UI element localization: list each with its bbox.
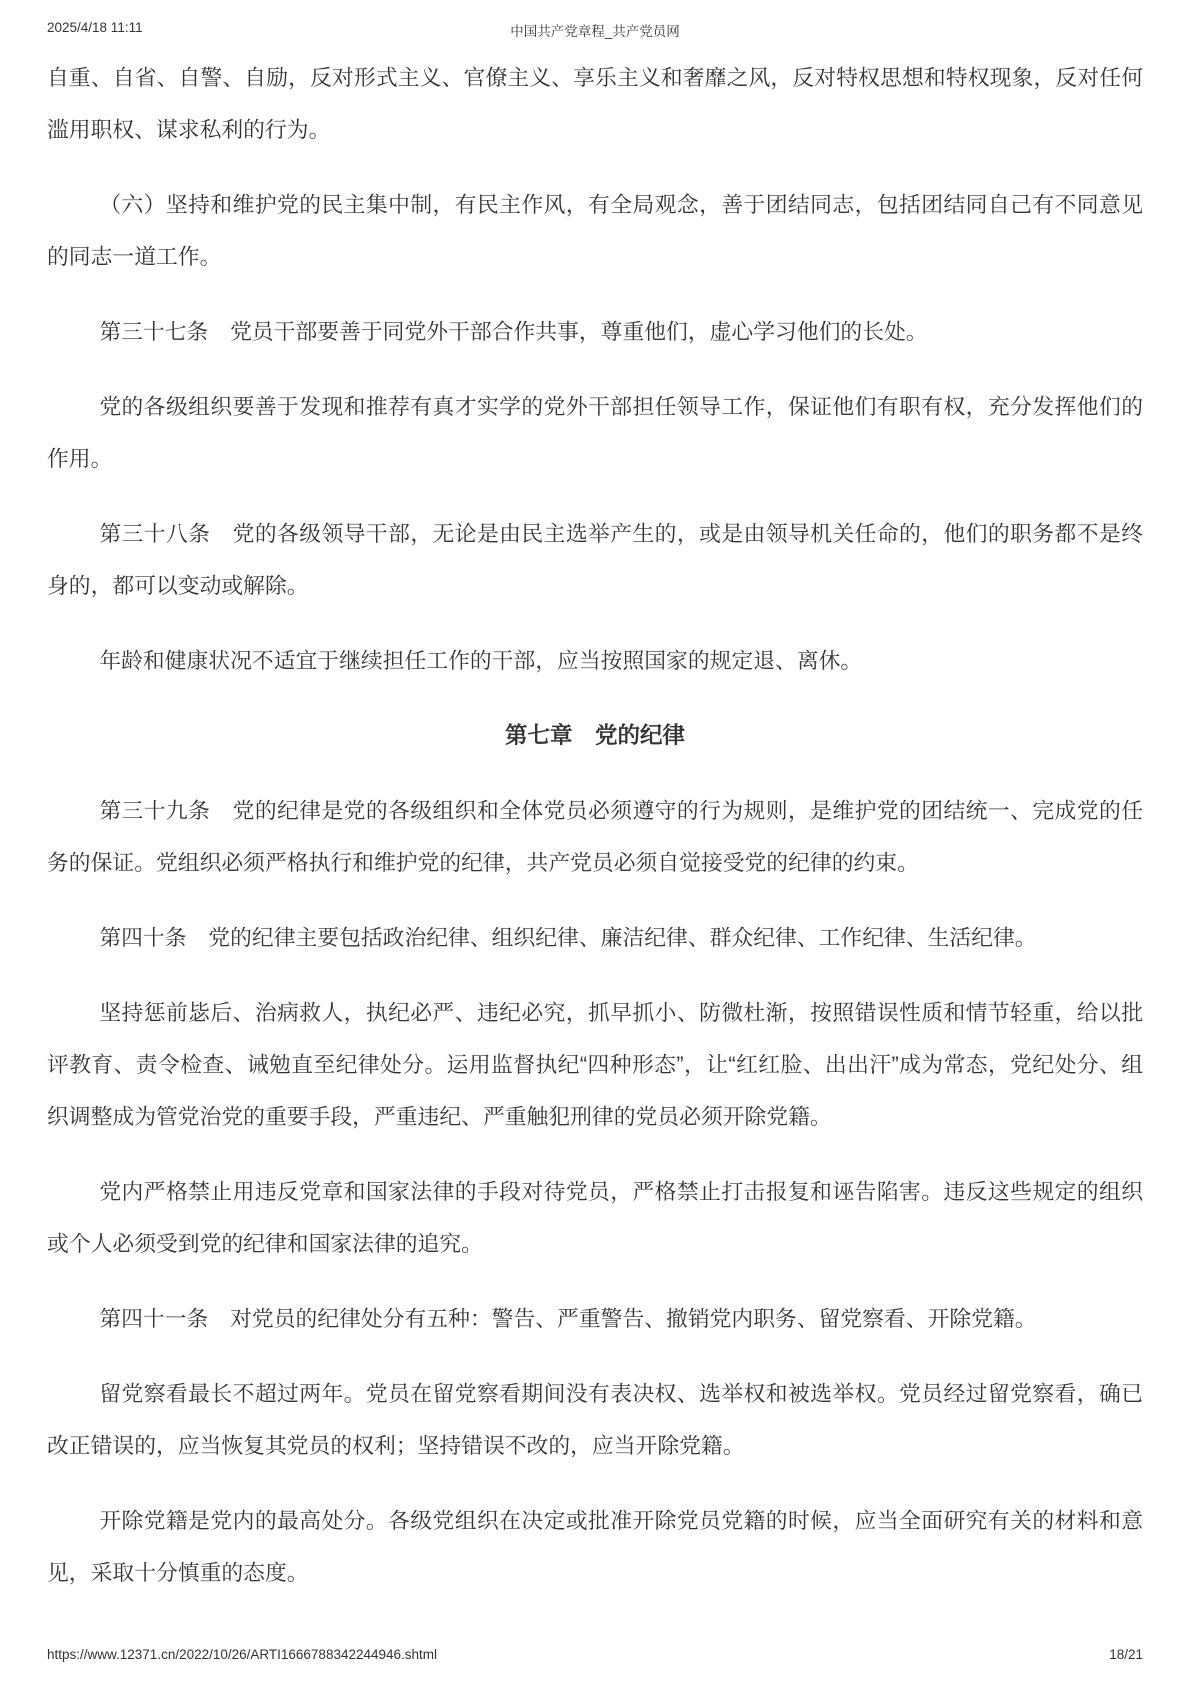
paragraph: （六）坚持和维护党的民主集中制，有民主作风，有全局观念，善于团结同志，包括团结同自己有不同意见的同志一道工作。 <box>47 192 1143 269</box>
paragraph: 第四十条 党的纪律主要包括政治纪律、组织纪律、廉洁纪律、群众纪律、工作纪律、生活纪律。 <box>99 925 1037 950</box>
paragraph: 第四十一条 对党员的纪律处分有五种：警告、严重警告、撤销党内职务、留党察看、开除党籍。 <box>99 1306 1037 1331</box>
chapter-heading: 第七章 党的纪律 <box>504 723 685 748</box>
paragraph: 党的各级组织要善于发现和推荐有真才实学的党外干部担任领导工作，保证他们有职有权，充分发挥他们的作用。 <box>47 394 1143 471</box>
paragraph: 留党察看最长不超过两年。党员在留党察看期间没有表决权、选举权和被选举权。党员经过留党察看，确已改正错误的，应当恢复其党员的权利；坚持错误不改的，应当开除党籍。 <box>47 1381 1143 1458</box>
print-footer <box>47 1647 1143 1662</box>
source-url: https://www.12371.cn/2022/10/26/ARTI1666788342244946.shtml <box>47 1647 438 1662</box>
paragraph: 年龄和健康状况不适宜于继续担任工作的干部，应当按照国家的规定退、离休。 <box>99 648 863 673</box>
article-content <box>47 52 1143 1622</box>
page-number: 18/21 <box>1109 1647 1143 1662</box>
paragraph: 第三十七条 党员干部要善于同党外干部合作共事，尊重他们，虚心学习他们的长处。 <box>99 319 928 344</box>
paragraph: 第三十八条 党的各级领导干部，无论是由民主选举产生的，或是由领导机关任命的，他们的职务都不是终身的，都可以变动或解除。 <box>47 521 1143 598</box>
paragraph: 坚持惩前毖后、治病救人，执纪必严、违纪必究，抓早抓小、防微杜渐，按照错误性质和情节轻重，给以批评教育、责令检查、诫勉直至纪律处分。运用监督执纪“四种形态”，让“红红脸、出出汗”成为常态，党纪处分、组织调整成为管党治党的重要手段，严重违纪、严重触犯刑律的党员必须开除党籍。 <box>47 1000 1143 1129</box>
paragraph: 自重、自省、自警、自励，反对形式主义、官僚主义、享乐主义和奢靡之风，反对特权思想和特权现象，反对任何滥用职权、谋求私利的行为。 <box>47 65 1143 142</box>
paragraph: 开除党籍是党内的最高处分。各级党组织在决定或批准开除党员党籍的时候，应当全面研究有关的材料和意见，采取十分慎重的态度。 <box>47 1508 1143 1585</box>
paragraph: 第三十九条 党的纪律是党的各级组织和全体党员必须遵守的行为规则，是维护党的团结统一、完成党的任务的保证。党组织必须严格执行和维护党的纪律，共产党员必须自觉接受党的纪律的约束。 <box>47 798 1143 875</box>
print-datetime: 2025/4/18 11:11 <box>47 20 143 35</box>
paragraph: 党内严格禁止用违反党章和国家法律的手段对待党员，严格禁止打击报复和诬告陷害。违反这些规定的组织或个人必须受到党的纪律和国家法律的追究。 <box>47 1179 1143 1256</box>
print-header <box>47 20 1143 40</box>
document-title: 中国共产党章程_共产党员网 <box>510 24 680 39</box>
